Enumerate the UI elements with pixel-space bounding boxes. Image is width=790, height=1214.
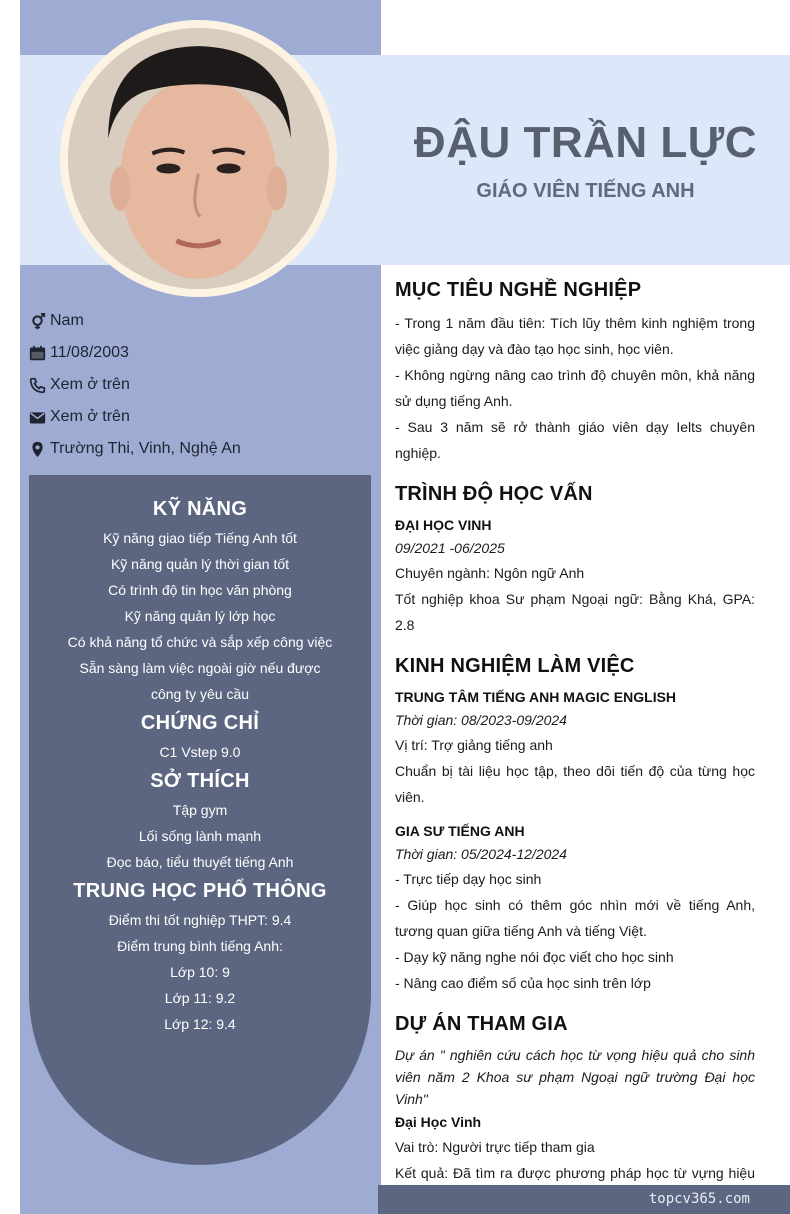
avatar <box>60 20 337 297</box>
hobby-item: Đọc báo, tiểu thuyết tiếng Anh <box>106 854 294 870</box>
skill-item: Kỹ năng quản lý lớp học <box>124 608 276 624</box>
education-line: Chuyên ngành: Ngôn ngữ Anh <box>395 565 585 581</box>
contact-address-text: Trường Thi, Vinh, Nghệ An <box>50 440 241 457</box>
projects-section <box>395 1010 755 1212</box>
project-org: Đại Học Vinh <box>395 1114 482 1130</box>
objective-section <box>395 276 755 466</box>
skills-title: KỸ NĂNG <box>152 498 248 520</box>
projects-title: DỰ ÁN THAM GIA <box>395 1013 568 1035</box>
hobby-item: Tập gym <box>172 802 228 818</box>
contact-phone <box>28 369 368 401</box>
skill-item: Sẵn sàng làm việc ngoài giờ nếu được công ty yêu cầu <box>79 660 321 702</box>
candidate-role: GIÁO VIÊN TIẾNG ANH <box>476 180 695 202</box>
candidate-name: ĐẬU TRẦN LỰC <box>413 118 758 167</box>
portrait-illustration <box>68 28 329 289</box>
calendar-icon <box>28 344 46 362</box>
contact-phone-text: Xem ở trên <box>50 376 130 393</box>
highschool-item: Lớp 10: 9 <box>170 964 230 980</box>
certs-title: CHỨNG CHỈ <box>140 712 260 734</box>
job-org: GIA SƯ TIẾNG ANH <box>395 823 525 839</box>
contact-birthday <box>28 337 368 369</box>
phone-icon <box>28 376 46 394</box>
job-entry <box>395 686 755 810</box>
location-icon <box>28 440 46 458</box>
contact-email-text: Xem ở trên <box>50 408 130 425</box>
objective-line: - Không ngừng nâng cao trình độ chuyên môn, khả năng sử dụng tiếng Anh. <box>395 367 755 409</box>
main-content <box>395 276 755 1214</box>
objective-line: - Sau 3 năm sẽ rở thành giáo viên dạy Ielts chuyên nghiệp. <box>395 419 755 461</box>
contact-address <box>28 433 368 465</box>
project-name: Dự án " nghiên cứu cách học từ vọng hiệu quả cho sinh viên năm 2 Khoa sư phạm Ngoại ngữ trường Đại học Vinh" <box>395 1047 755 1107</box>
highschool-title: TRUNG HỌC PHỔ THÔNG <box>73 880 327 902</box>
project-line: Kết quả: Đã tìm ra được phương pháp học từ vựng hiệu <box>395 1165 755 1181</box>
job-line: - Trực tiếp dạy học sinh <box>395 871 542 887</box>
education-section <box>395 480 755 638</box>
job-line: - Nâng cao điểm số của học sinh trên lớp <box>395 975 651 991</box>
project-line: Vai trò: Người trực tiếp tham gia <box>395 1139 595 1155</box>
job-line: - Giúp học sinh có thêm góc nhìn mới về tiếng Anh, tương quan giữa tiếng Anh và tiếng Việt. <box>395 897 755 939</box>
highschool-item: Điểm thi tốt nghiệp THPT: 9.4 <box>108 912 292 928</box>
skill-item: Có trình độ tin học văn phòng <box>108 582 292 598</box>
education-title: TRÌNH ĐỘ HỌC VẤN <box>395 483 593 505</box>
objective-line: - Trong 1 năm đầu tiên: Tích lũy thêm kinh nghiệm trong việc giảng dạy và đào tạo học sinh, học viên. <box>395 315 755 357</box>
job-period: Thời gian: 08/2023-09/2024 <box>395 712 567 728</box>
skill-item: Kỹ năng giao tiếp Tiếng Anh tốt <box>103 530 297 546</box>
education-line: Tốt nghiệp khoa Sư phạm Ngoại ngữ: Bằng Khá, GPA: 2.8 <box>395 591 755 633</box>
contact-list <box>28 305 368 465</box>
contact-gender <box>28 305 368 337</box>
skills-card <box>29 475 371 1165</box>
job-line: - Dạy kỹ năng nghe nói đọc viết cho học sinh <box>395 949 674 965</box>
cert-item: C1 Vstep 9.0 <box>159 744 241 760</box>
highschool-item: Lớp 12: 9.4 <box>164 1016 236 1032</box>
job-line: Chuẩn bị tài liệu học tập, theo dõi tiến độ của từng học viên. <box>395 763 755 805</box>
gender-icon <box>28 312 46 330</box>
job-line: Vị trí: Trợ giảng tiếng anh <box>395 737 553 753</box>
avatar-photo <box>68 28 329 289</box>
objective-title: MỤC TIÊU NGHỀ NGHIỆP <box>395 279 642 301</box>
skill-item: Có khả năng tổ chức và sắp xếp công việc <box>67 634 333 650</box>
email-icon <box>28 408 46 426</box>
contact-email <box>28 401 368 433</box>
education-school: ĐẠI HỌC VINH <box>395 517 492 533</box>
contact-gender-text: Nam <box>50 312 84 329</box>
highschool-item: Điểm trung bình tiếng Anh: <box>117 938 283 954</box>
education-period: 09/2021 -06/2025 <box>395 540 505 556</box>
highschool-item: Lớp 11: 9.2 <box>164 990 236 1006</box>
job-org: TRUNG TÂM TIẾNG ANH MAGIC ENGLISH <box>395 689 677 705</box>
footer-watermark: topcv365.com <box>648 1191 750 1207</box>
hobbies-title: SỞ THÍCH <box>150 770 250 792</box>
hobby-item: Lối sống lành mạnh <box>138 828 262 844</box>
job-period: Thời gian: 05/2024-12/2024 <box>395 846 567 862</box>
skill-item: Kỹ năng quản lý thời gian tốt <box>110 556 290 572</box>
footer-bar <box>378 1185 790 1214</box>
experience-title: KINH NGHIỆM LÀM VIỆC <box>395 655 635 677</box>
job-entry <box>395 820 755 996</box>
experience-section <box>395 652 755 996</box>
contact-birthday-text: 11/08/2003 <box>50 344 129 361</box>
